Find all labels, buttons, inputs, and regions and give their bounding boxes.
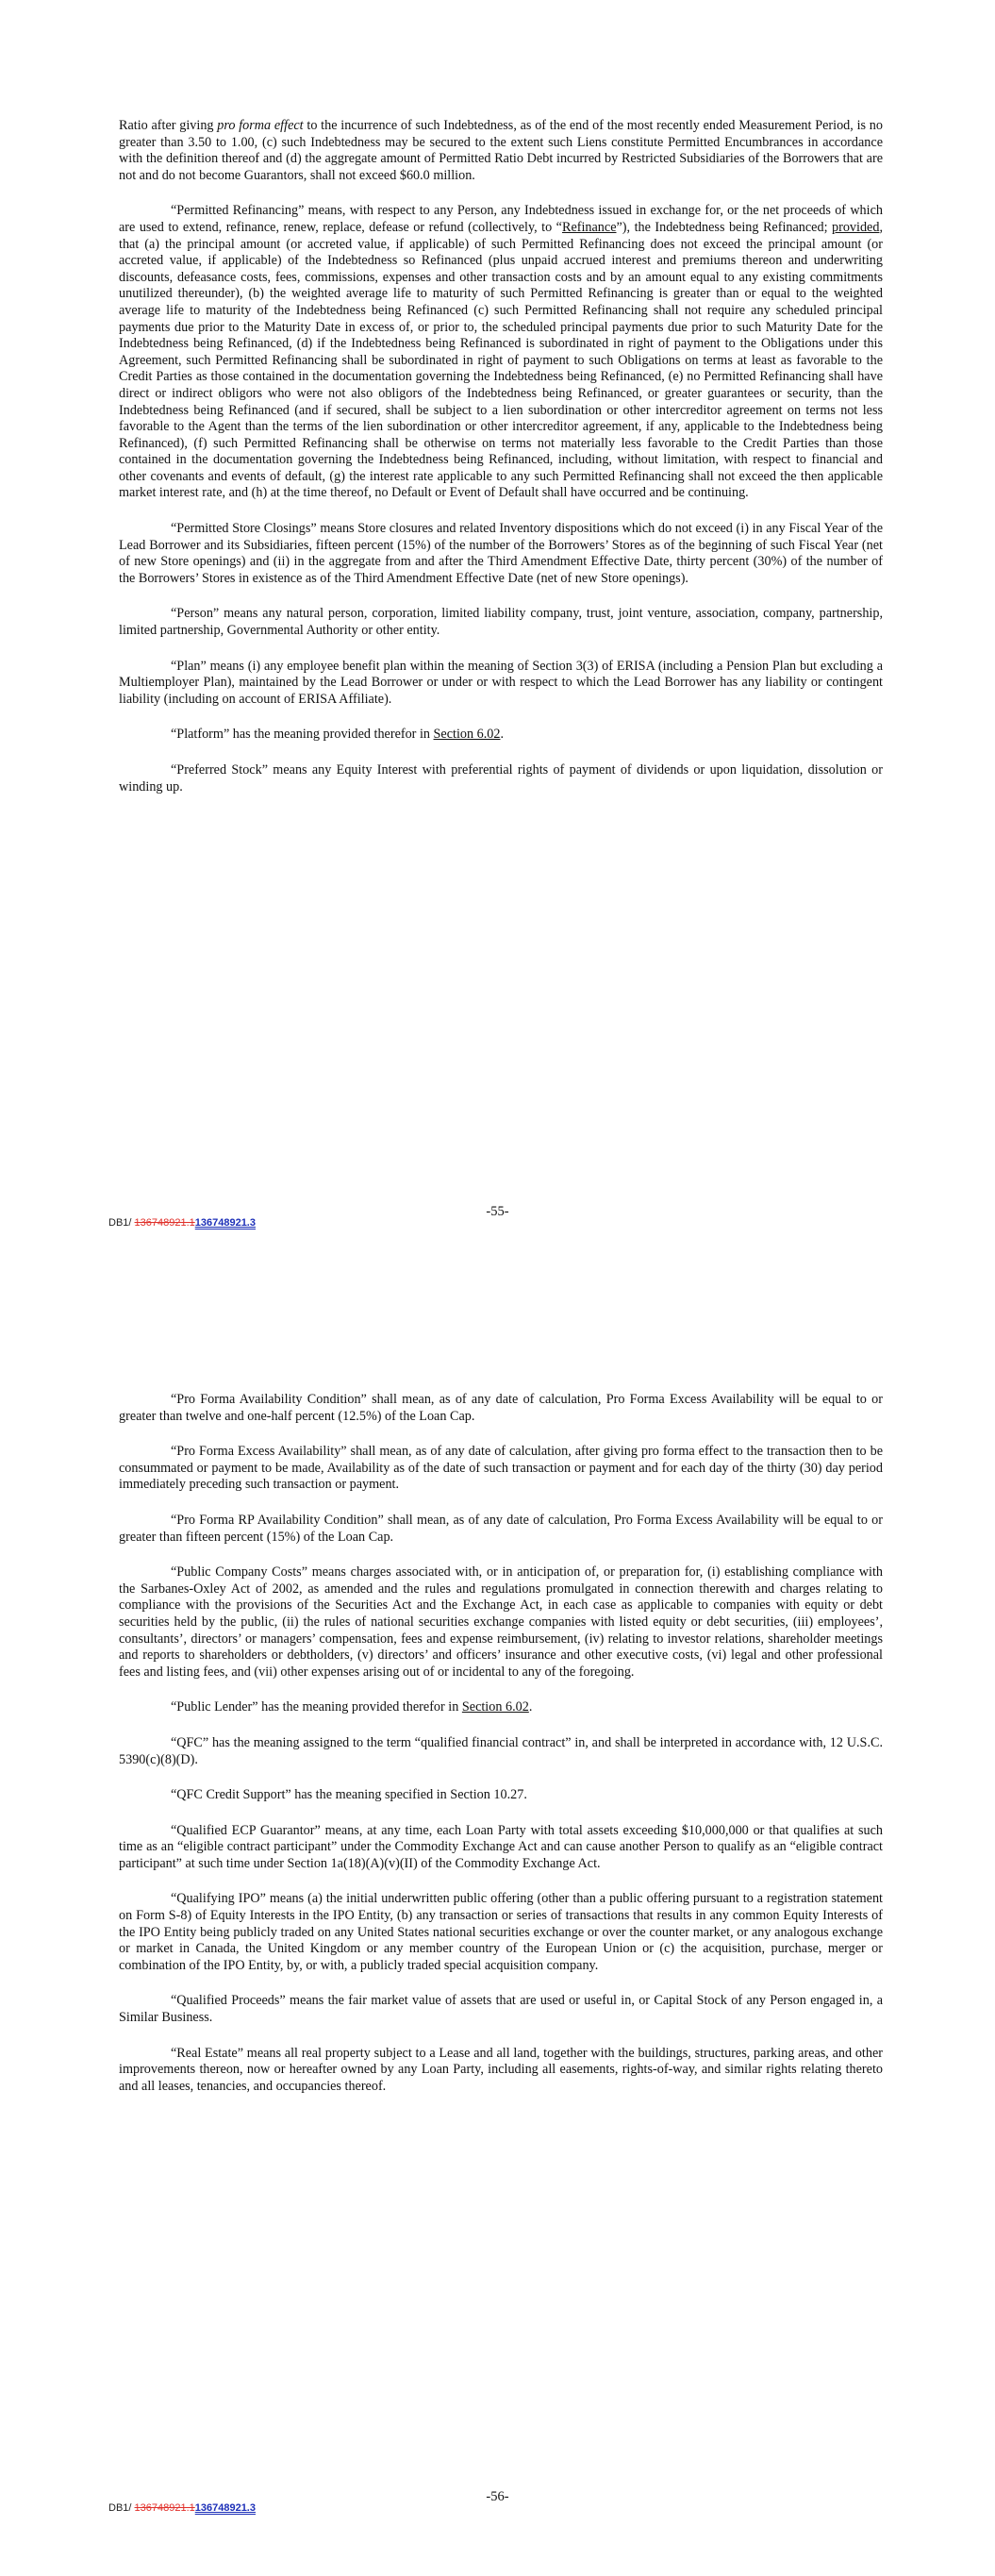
- section-reference-link: Section 6.02: [433, 727, 501, 743]
- definition-qualifying-ipo: “Qualifying IPO” means (a) the initial underwritten public offering (other than a public offering pursuant to a registration statement on Form S-8) of Equity Interests in the IPO Entity, (b) any transaction or series of transactions that results in any common Equity Interests of the IPO Entity being publicly traded on any United States national securities exchange or over the counter market, or any analogous exchange or market in Canada, the United Kingdom or any member country of the European Union or (c) the acquisition, purchase, merger or combination of the IPO Entity, by, or with, a publicly traded special acquisition company.: [119, 1891, 883, 1973]
- inserted-document-id: 136748921.3: [194, 2502, 256, 2514]
- definition-qualified-ecp-guarantor: “Qualified ECP Guarantor” means, at any time, each Loan Party with total assets exceeding $10,000,000 or that qualifies at such time as an “eligible contract participant” under the Commodity Exchange Act and can cause another Person to qualify as an “eligible contract participant” at such time under Section 1a(18)(A)(v)(II) of the Commodity Exchange Act.: [119, 1822, 883, 1871]
- page-body: [119, 118, 883, 814]
- page-body: [119, 1392, 883, 2114]
- definition-pro-forma-rp-availability-condition: “Pro Forma RP Availability Condition” shall mean, as of any date of calculation, Pro Forma Excess Availability will be equal to or greater than fifteen percent (15%) of the Loan Cap.: [119, 1512, 883, 1545]
- page-number: -56-: [486, 2489, 509, 2504]
- definition-public-company-costs: “Public Company Costs” means charges associated with, or in anticipation of, or preparation for, (i) establishing compliance with the Sarbanes-Oxley Act of 2002, as amended and the rules and regulations promulgated in connection therewith and charges relating to compliance with the provisions of the Securities Act and the Exchange Act, in each case as applicable to companies with equity or debt securities held by the public, (ii) the rules of national securities exchange companies with listed equity or debt securities, (iii) employees’, consultants’, directors’ or managers’ compensation, fees and expense reimbursement, (iv) relating to investor relations, shareholder meetings and reports to shareholders or debtholders, (v) directors’ and officers’ insurance and other executive costs, (vi) legal and other professional fees and listing fees, and (vii) other expenses arising out of or incidental to any of the foregoing.: [119, 1564, 883, 1680]
- definition-plan: “Plan” means (i) any employee benefit plan within the meaning of Section 3(3) of ERISA (including a Pension Plan but excluding a Multiemployer Plan), maintained by the Lead Borrower or under or with respect to which the Lead Borrower has any liability or contingent liability (including on account of ERISA Affiliate).: [119, 658, 883, 707]
- definition-person: “Person” means any natural person, corporation, limited liability company, trust, joint venture, association, company, partnership, limited partnership, Governmental Authority or other entity.: [119, 606, 883, 639]
- deleted-document-id: 136748921.1: [134, 2502, 195, 2514]
- clause-letter-g: g: [334, 468, 341, 484]
- definition-pro-forma-availability-condition: “Pro Forma Availability Condition” shall mean, as of any date of calculation, Pro Forma Excess Availability will be equal to or greater than twelve and one-half percent (12.5%) of the Loan Cap.: [119, 1392, 883, 1424]
- definition-qfc-credit-support: “QFC Credit Support” has the meaning specified in Section 10.27.: [171, 1787, 527, 1803]
- definition-permitted-refinancing: “Permitted Refinancing” means, with respect to any Person, any Indebtedness issued in exchange for, or the net proceeds of which are used to extend, refinance, renew, replace, defease or refund (collectively, to “Refinance”), the Indebtedness being Refinanced; provided, that (a) the principal amount (or accreted value, if applicable) of such Permitted Refinancing does not exceed the principal amount (or accreted value, if applicable) of the Indebtedness so Refinanced (plus unpaid accrued interest and premiums thereon and underwriting discounts, defeasance costs, fees, commissions, expenses and other transaction costs and by an amount equal to any existing commitments unutilized thereunder), (b) the weighted average life to maturity of such Permitted Refinancing is greater than or equal to the weighted average life to maturity of the Indebtedness being Refinanced (c) such Permitted Refinancing shall not require any scheduled principal payments due prior to the Maturity Date in excess of, or prior to, the scheduled principal payments due prior to such Maturity Date for the Indebtedness being Refinanced, (d) if the Indebtedness being Refinanced is subordinated in right of payment to the Obligations under this Agreement, such Permitted Refinancing shall be subordinated in right of payment to such Obligations on terms at least as favorable to the Credit Parties as those contained in the documentation governing the Indebtedness being Refinanced, (e) no Permitted Refinancing shall have direct or indirect obligors who were not also obligors of the Indebtedness being Refinanced, or greater guarantees or security, than the Indebtedness being Refinanced (and if secured, shall be subject to a lien subordination or other intercreditor agreement on terms not less favorable to the Agent than the terms of the lien subordination or other intercreditor agreement, if any, applicable to the Indebtedness being Refinanced), (f) such Permitted Refinancing shall be otherwise on terms not materially less favorable to the Credit Parties than those contained in the documentation governing the Indebtedness being Refinanced, including, without limitation, with respect to financial and other covenants and events of default, (g) the interest rate applicable to any such Permitted Refinancing shall not exceed the then applicable market interest rate, and (h) at the time thereof, no Default or Event of Default shall have occurred and be continuing.: [119, 203, 883, 501]
- definition-qualified-proceeds: “Qualified Proceeds” means the fair market value of assets that are used or useful in, or Capital Stock of any Person engaged in, a Similar Business.: [119, 1993, 883, 2026]
- definition-real-estate: “Real Estate” means all real property subject to a Lease and all land, together with the buildings, structures, parking areas, and other improvements thereon, now or hereafter owned by any Loan Party, including all easements, rights-of-way, and similar rights relating thereto and all leases, tenancies, and occupancies thereof.: [119, 2045, 883, 2094]
- section-reference-link: Section 6.02: [461, 1699, 529, 1715]
- definition-pro-forma-excess-availability: “Pro Forma Excess Availability” shall mean, as of any date of calculation, after giving pro forma effect to the transaction then to be consummated or payment to be made, Availability as of the date of such transaction or payment and for each day of the thirty (30) day period immediately preceding such transaction or payment.: [119, 1444, 883, 1493]
- inserted-document-id: 136748921.3: [194, 1217, 256, 1229]
- document-id-footer: DB1/ 136748921.1136748921.3: [108, 2502, 256, 2514]
- document-page-56: [0, 1288, 995, 2576]
- italic-term: pro forma effect: [217, 118, 304, 133]
- proviso-term: provided: [832, 219, 880, 235]
- definition-preferred-stock: “Preferred Stock” means any Equity Interest with preferential rights of payment of dividends or upon liquidation, dissolution or winding up.: [119, 762, 883, 795]
- page-number: -55-: [486, 1204, 509, 1219]
- definition-public-lender: “Public Lender” has the meaning provided therefor in Section 6.02.: [171, 1699, 533, 1715]
- definition-platform: “Platform” has the meaning provided therefor in Section 6.02.: [171, 727, 505, 743]
- permitted-ratio-debt-continuation: Ratio after giving pro forma effect to the incurrence of such Indebtedness, as of the end of the most recently ended Measurement Period, is no greater than 3.50 to 1.00, (c) such Indebtedness may be secured to the extent such Liens constitute Permitted Encumbrances in accordance with the definition thereof and (d) the aggregate amount of Permitted Ratio Debt incurred by Restricted Subsidiaries of the Borrowers that are not and do not become Guarantors, shall not exceed $60.0 million.: [119, 118, 883, 183]
- document-id-footer: DB1/ 136748921.1136748921.3: [108, 1217, 256, 1229]
- definition-permitted-store-closings: “Permitted Store Closings” means Store closures and related Inventory dispositions which do not exceed (i) in any Fiscal Year of the Lead Borrower and its Subsidiaries, fifteen percent (15%) of the number of the Borrowers’ Stores as of the beginning of such Fiscal Year (net of new Store openings) and (ii) in the aggregate from and after the Third Amendment Effective Date, thirty percent (30%) of the number of the Borrowers’ Stores in existence as of the Third Amendment Effective Date (net of new Store openings).: [119, 521, 883, 586]
- definition-qfc: “QFC” has the meaning assigned to the term “qualified financial contract” in, and shall be interpreted in accordance with, 12 U.S.C. 5390(c)(8)(D).: [119, 1734, 883, 1767]
- defined-term-refinance: Refinance: [561, 219, 617, 235]
- deleted-document-id: 136748921.1: [134, 1217, 195, 1229]
